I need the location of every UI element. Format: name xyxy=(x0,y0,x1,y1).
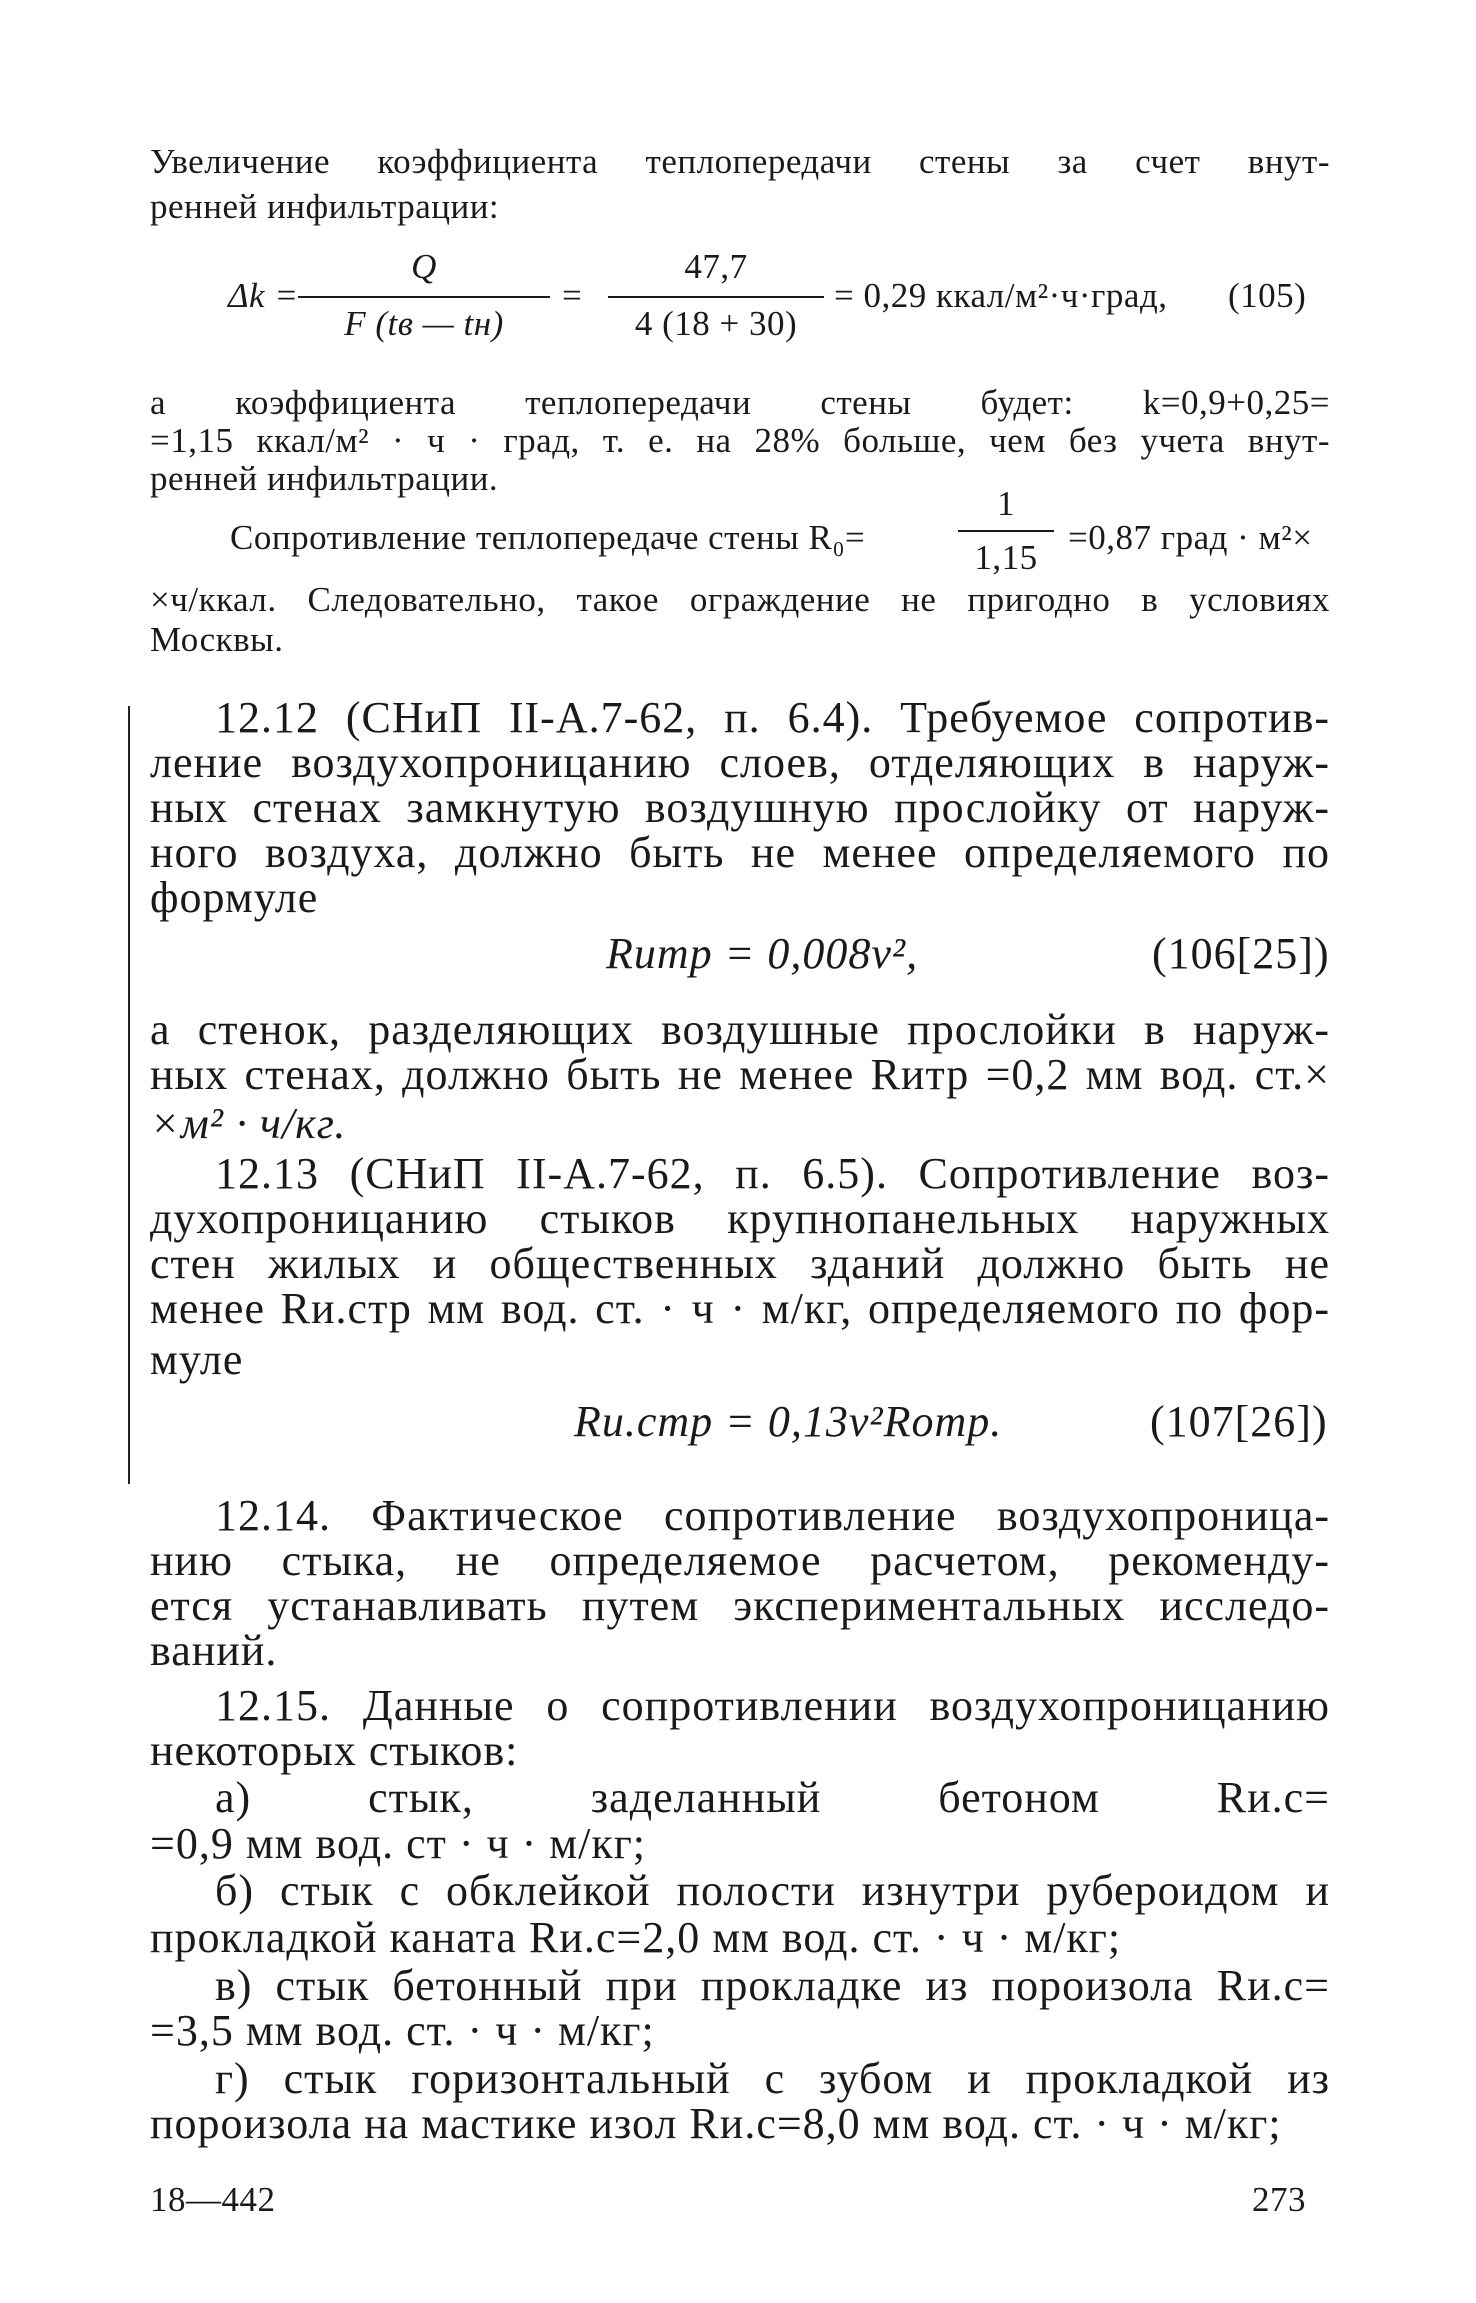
para-r0-text: Сопротивление теплопередаче стены R₀= xyxy=(230,518,866,557)
sec-12-14-line1: 12.14. Фактическое сопротивление воздухопроница- xyxy=(215,1491,1330,1540)
formula-105-lhs: Δk = xyxy=(228,276,299,315)
formula-105-num2: 47,7 xyxy=(684,247,748,286)
formula-106-number: (106[25]) xyxy=(1152,929,1330,978)
sec-12-15-line2: некоторых стыков: xyxy=(150,1726,519,1775)
sec-12-12-line3: ных стенах замкнутую воздушную прослойку от наруж- xyxy=(150,783,1330,832)
sec-12-12-line1: 12.12 (СНиП II-А.7-62, п. 6.4). Требуемое сопротив- xyxy=(215,693,1330,742)
item-a-line2: =0,9 мм вод. ст · ч · м/кг; xyxy=(150,1819,647,1868)
para-dk-line2: ренней инфильтрации: xyxy=(150,187,500,226)
page-number: 273 xyxy=(1252,2180,1306,2219)
para-r0-result: =0,87 град · м²× xyxy=(1068,518,1313,557)
sec-12-12-line4: ного воздуха, должно быть не менее определяемого по xyxy=(150,828,1330,877)
item-b-line2: прокладкой каната Rи.с=2,0 мм вод. ст. · ч · м/кг; xyxy=(150,1913,1122,1962)
sec-12-14-line4: ваний. xyxy=(150,1626,278,1675)
sec-12-12-line8: ×м² · ч/кг. xyxy=(150,1099,347,1148)
fraction-bar-2 xyxy=(608,296,824,298)
para-r0-line3: Москвы. xyxy=(150,620,284,659)
formula-105-den2: 4 (18 + 30) xyxy=(634,304,798,343)
sec-12-12-line6: а стенок, разделяющих воздушные прослойки в наруж- xyxy=(150,1005,1330,1054)
sec-12-14-line3: ется устанавливать путем экспериментальных исследо- xyxy=(150,1581,1330,1630)
para-k-line2: =1,15 ккал/м² · ч · град, т. е. на 28% больше, чем без учета внут- xyxy=(150,421,1330,460)
formula-105-num1: Q xyxy=(411,247,437,286)
para-r0-den: 1,15 xyxy=(974,538,1038,577)
para-r0-line2: ×ч/ккал. Следовательно, такое ограждение не пригодно в условиях xyxy=(150,580,1330,619)
sec-12-13-line2: духопроницанию стыков крупнопанельных наружных xyxy=(150,1194,1330,1243)
formula-107-number: (107[26]) xyxy=(1150,1397,1328,1446)
para-r0-num: 1 xyxy=(997,484,1015,523)
para-k-line3: ренней инфильтрации. xyxy=(150,459,499,498)
item-c-line2: =3,5 мм вод. ст. · ч · м/кг; xyxy=(150,2006,655,2055)
sec-12-15-line1: 12.15. Данные о сопротивлении воздухопроницанию xyxy=(215,1681,1330,1730)
formula-105-den1: F (tв — tн) xyxy=(344,304,504,343)
item-c-line1: в) стык бетонный при прокладке из пороизола Rи.с= xyxy=(215,1961,1330,2010)
margin-rule xyxy=(128,706,130,1484)
formula-107: Rи.стр = 0,13v²Rотр. xyxy=(574,1397,1003,1446)
formula-106: Rитр = 0,008v², xyxy=(606,929,919,978)
formula-105-eq: = xyxy=(562,276,583,315)
sec-12-14-line2: нию стыка, не определяемое расчетом, рекоменду- xyxy=(150,1536,1330,1585)
sec-12-12-line7: ных стенах, должно быть не менее Rитр =0,2 мм вод. ст.× xyxy=(150,1050,1330,1099)
fraction-bar-3 xyxy=(958,530,1054,532)
item-d-line1: г) стык горизонтальный с зубом и прокладкой из xyxy=(215,2054,1330,2103)
fraction-bar-1 xyxy=(298,296,550,298)
sec-12-12-line2: ление воздухопроницанию слоев, отделяющих в наруж- xyxy=(150,738,1330,787)
item-a-line1: а) стык, заделанный бетоном Rи.с= xyxy=(215,1773,1330,1822)
para-dk-line1: Увеличение коэффициента теплопередачи стены за счет внут- xyxy=(150,142,1330,181)
item-d-line2: пороизола на мастике изол Rи.с=8,0 мм вод. ст. · ч · м/кг; xyxy=(150,2099,1282,2148)
sec-12-13-line3: стен жилых и общественных зданий должно быть не xyxy=(150,1239,1330,1288)
formula-105-number: (105) xyxy=(1228,276,1307,315)
formula-105-result: = 0,29 ккал/м²·ч·град, xyxy=(834,276,1168,315)
sec-12-13-line4: менее Rи.стр мм вод. ст. · ч · м/кг, определяемого по фор- xyxy=(150,1284,1330,1333)
sec-12-13-line5: муле xyxy=(150,1335,244,1384)
signature-mark: 18—442 xyxy=(150,2180,276,2219)
item-b-line1: б) стык с обклейкой полости изнутри рубероидом и xyxy=(215,1866,1330,1915)
para-k-line1: а коэффициента теплопередачи стены будет: k=0,9+0,25= xyxy=(150,383,1330,422)
sec-12-12-line5: формуле xyxy=(150,873,319,922)
sec-12-13-line1: 12.13 (СНиП II-А.7-62, п. 6.5). Сопротивление воз- xyxy=(215,1149,1330,1198)
